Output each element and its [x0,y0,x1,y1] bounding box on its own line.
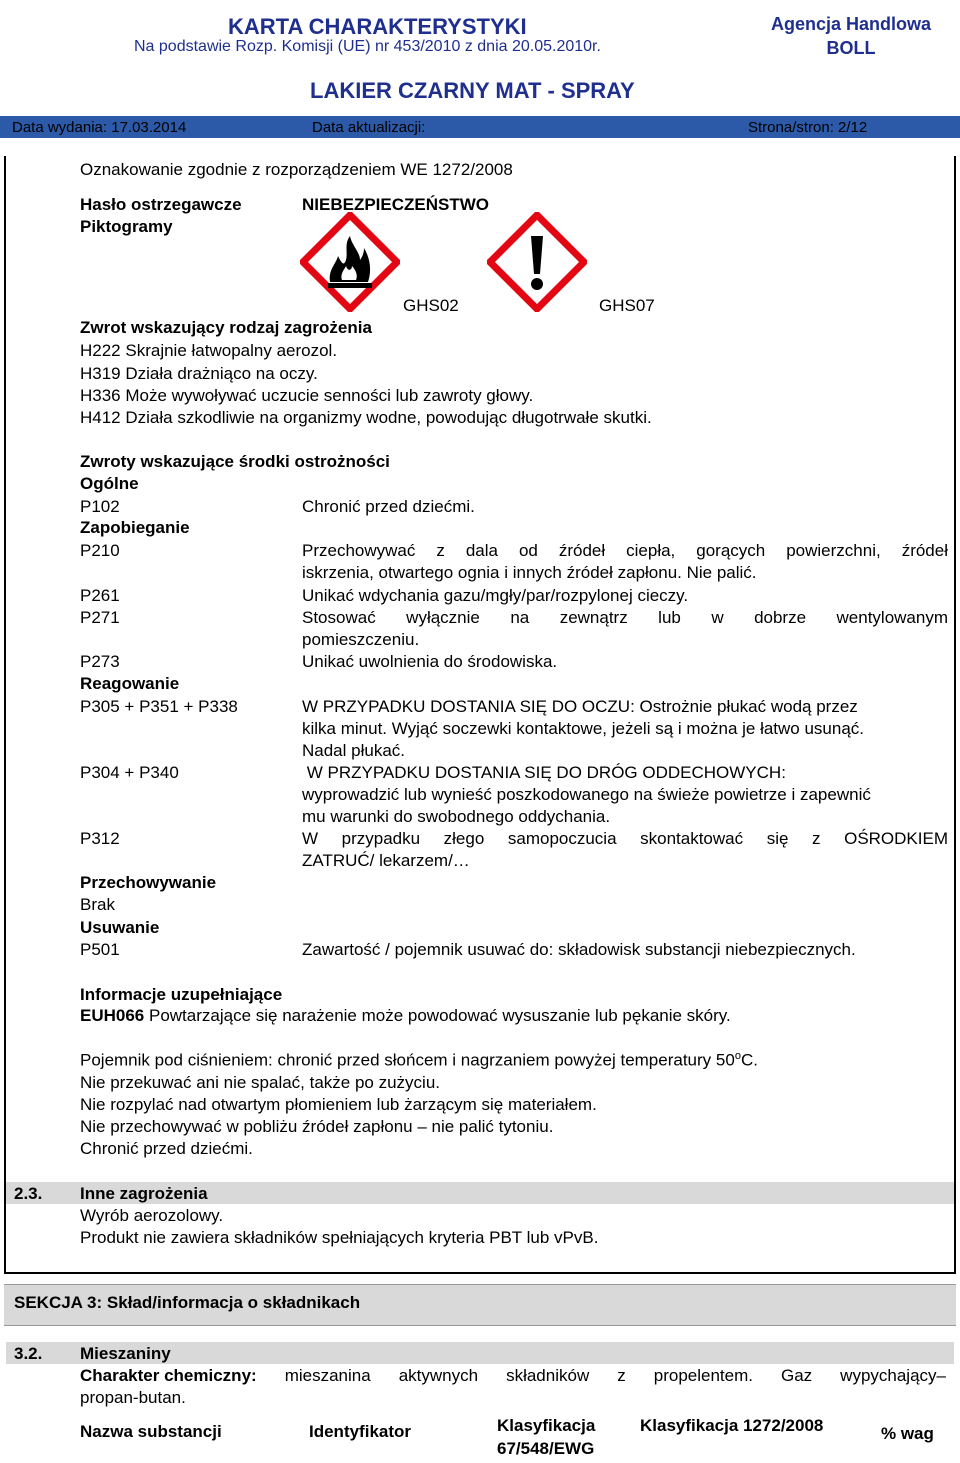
section-divider [4,1272,956,1274]
subsection-heading: Mieszaniny [80,1344,171,1363]
p-text: wyprowadzić lub wynieść poszkodowanego na świeże powietrze i zapewnić [302,785,871,804]
supplementary-line: Pojemnik pod ciśnieniem: chronić przed słońcem i nagrzaniem powyżej temperatury 50$^o$C. [80,1050,758,1070]
p-code: P210 [80,541,120,560]
p-code: P261 [80,586,120,605]
p-code: P312 [80,829,120,848]
p-text: ZATRUĆ/ lekarzem/… [302,851,470,870]
document-title: KARTA CHARAKTERYSTYKI [228,14,527,39]
storage-subheading: Przechowywanie [80,873,217,892]
labelling-heading: Oznakowanie zgodnie z rozporządzeniem WE 1272/2008 [80,160,513,179]
disposal-subheading: Usuwanie [80,918,160,937]
p-text: Nadal płukać. [302,741,406,760]
p-code: P273 [80,652,120,671]
chemical-character: Charakter chemiczny: mieszanina aktywnych składników z propelentem. Gaz wypychający– [80,1366,946,1385]
hazard-statement: H222 Skrajnie łatwopalny aerozol. [80,341,338,360]
table-header-classification-new: Klasyfikacja 1272/2008 [640,1416,824,1435]
p-code: P102 [80,497,120,516]
exclamation-icon [487,212,587,312]
table-header-weight: % wag [881,1424,934,1443]
p-text: kilka minut. Wyjąć soczewki kontaktowe, jeżeli są i można je łatwo usunąć. [302,719,865,738]
p-text: W przypadku złego samopoczucia skontaktować się z OŚRODKIEM [302,829,948,848]
p-text: iskrzenia, otwartego ognia i innych źródeł zapłonu. Nie palić. [302,563,757,582]
frame-right-border [954,156,956,1274]
header-meta-band [0,116,960,138]
general-subheading: Ogólne [80,474,139,493]
hazard-statement: H336 Może wywoływać uczucie senności lub zawroty głowy. [80,386,534,405]
p-text: W PRZYPADKU DOSTANIA SIĘ DO OCZU: Ostrożnie płukać wodą przez [302,697,858,716]
p-text: Chronić przed dziećmi. [302,497,475,516]
company-name-line2: BOLL [826,38,876,58]
prevention-subheading: Zapobieganie [80,518,190,537]
regulation-reference: Na podstawie Rozp. Komisji (UE) nr 453/2010 z dnia 20.05.2010r. [134,38,601,55]
supplementary-line: Nie przekuwać ani nie spalać, także po zużyciu. [80,1073,441,1092]
page-number: Strona/stron: 2/12 [748,119,868,136]
other-hazards-line: Wyrób aerozolowy. [80,1206,224,1225]
flame-icon [300,212,400,312]
supplementary-line: Nie rozpylać nad otwartym płomieniem lub żarzącym się materiałem. [80,1095,597,1114]
frame-left-border [4,156,6,1274]
p-text: Zawartość / pojemnik usuwać do: składowisk substancji niebezpiecznych. [302,940,856,959]
storage-value: Brak [80,895,115,914]
response-subheading: Reagowanie [80,674,180,693]
product-name: LAKIER CZARNY MAT - SPRAY [310,78,635,103]
supplementary-line: Nie przechowywać w pobliżu źródeł zapłonu – nie palić tytoniu. [80,1117,554,1136]
table-header-classification-old-directive: 67/548/EWG [497,1439,595,1458]
precautionary-heading: Zwroty wskazujące środki ostrożności [80,452,390,471]
pictogram-code-ghs07: GHS07 [599,296,655,315]
hazard-statements-heading: Zwrot wskazujący rodzaj zagrożenia [80,318,372,337]
subsection-heading: Inne zagrożenia [80,1184,208,1203]
other-hazards-line: Produkt nie zawiera składników spełniających kryteria PBT lub vPvB. [80,1228,599,1247]
chemical-character-continued: propan-butan. [80,1388,186,1407]
table-header-identifier: Identyfikator [309,1422,412,1441]
euh-statement: EUH066 Powtarzające się narażenie może powodować wysuszanie lub pękanie skóry. [80,1006,731,1025]
supplementary-line: Chronić przed dziećmi. [80,1139,253,1158]
pictograms-label: Piktogramy [80,217,173,236]
supplementary-heading: Informacje uzupełniające [80,985,283,1004]
subsection-number: 3.2. [14,1344,43,1363]
p-code: P304 + P340 [80,763,179,782]
p-code: P271 [80,608,120,627]
p-code: P501 [80,940,120,959]
p-text: Stosować wyłącznie na zewnątrz lub w dobrze wentylowanym [302,608,948,627]
issue-date: Data wydania: 17.03.2014 [12,119,187,136]
company-name-line1: Agencja Handlowa [770,14,932,34]
section-title: SEKCJA 3: Skład/informacja o składnikach [14,1293,361,1312]
p-text: Unikać wdychania gazu/mgły/par/rozpylonej cieczy. [302,586,689,605]
p-text: Przechowywać z dala od źródeł ciepła, gorących powierzchni, źródeł [302,541,948,560]
table-header-classification-old: Klasyfikacja [497,1416,596,1435]
signal-word-label: Hasło ostrzegawcze [80,195,242,214]
subsection-number: 2.3. [14,1184,43,1203]
pictogram-code-ghs02: GHS02 [403,296,459,315]
p-text: W PRZYPADKU DOSTANIA SIĘ DO DRÓG ODDECHOWYCH: [302,763,786,782]
update-date: Data aktualizacji: [312,119,426,136]
p-text: Unikać uwolnienia do środowiska. [302,652,558,671]
p-text: mu warunki do swobodnego oddychania. [302,807,611,826]
p-text: pomieszczeniu. [302,630,420,649]
p-code: P305 + P351 + P338 [80,697,238,716]
table-header-name: Nazwa substancji [80,1422,222,1441]
hazard-statement: H319 Działa drażniąco na oczy. [80,364,318,383]
signal-word: NIEBEZPIECZEŃSTWO [302,195,490,214]
hazard-statement: H412 Działa szkodliwie na organizmy wodne, powodując długotrwałe skutki. [80,408,652,427]
